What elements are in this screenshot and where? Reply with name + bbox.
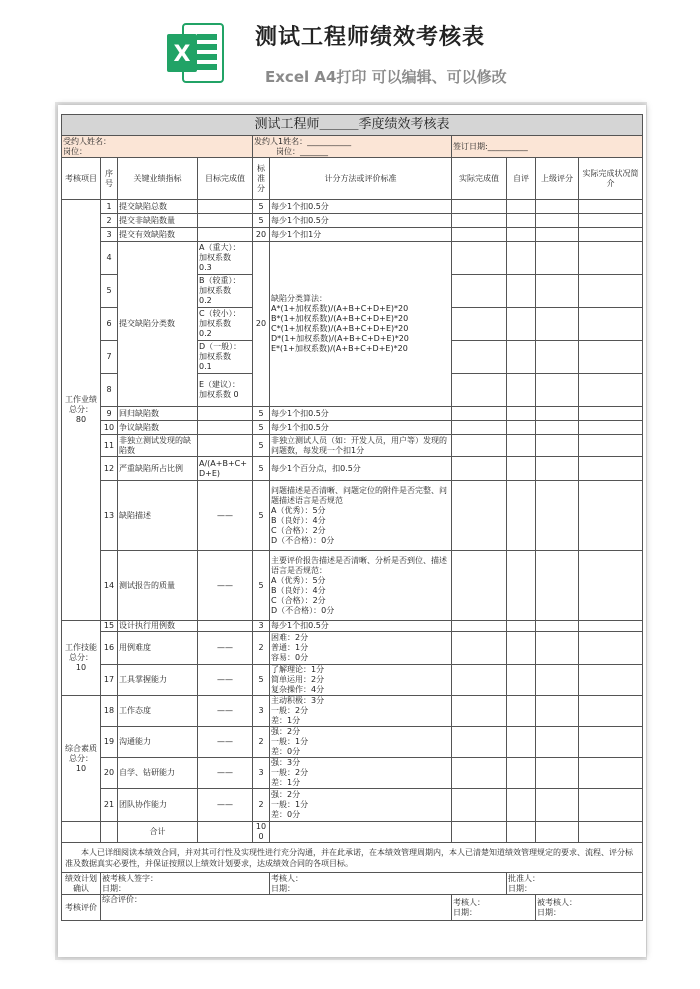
col-header-superior: 上级评分 — [536, 158, 579, 200]
target-value[interactable] — [198, 228, 253, 242]
standard-score: 5 — [253, 457, 270, 481]
scoring-method: 每少1个扣0.5分 — [270, 621, 452, 632]
self-score-cell[interactable] — [507, 228, 536, 242]
standard-score: 3 — [253, 758, 270, 789]
actual-value-cell[interactable] — [452, 242, 507, 275]
kpi-name: 提交有效缺陷数 — [118, 228, 198, 242]
table-row — [62, 632, 643, 665]
status-cell[interactable] — [579, 696, 643, 727]
kpi-name: 非独立测试发现的缺陷数 — [118, 435, 198, 457]
actual-value-cell[interactable] — [452, 228, 507, 242]
table-row — [62, 665, 643, 696]
standard-score: 3 — [253, 621, 270, 632]
status-cell[interactable] — [579, 407, 643, 421]
col-header-actual: 实际完成值 — [452, 158, 507, 200]
kpi-name: 缺陷描述 — [118, 481, 198, 551]
evaluation-label: 考核评价 — [62, 895, 101, 921]
kpi-name: 提交缺陷分类数 — [118, 242, 198, 407]
row-number: 12 — [101, 457, 118, 481]
superior-score-cell[interactable] — [536, 200, 579, 214]
scoring-method: 问题描述是否清晰、问题定位的附件是否完整、问题描述语言是否规范 A（优秀）：5分 B（良好）：4分 C（合格）：2分 D（不合格）：0分 — [270, 481, 452, 551]
evaluation-appraisee: 被考核人： 日期： — [536, 895, 643, 921]
superior-score-cell[interactable] — [536, 632, 579, 665]
excel-logo-icon — [165, 20, 225, 86]
actual-value-cell[interactable] — [452, 632, 507, 665]
document-page — [58, 105, 646, 957]
standard-score: 2 — [253, 632, 270, 665]
self-score-cell[interactable] — [507, 421, 536, 435]
target-value[interactable] — [198, 421, 253, 435]
superior-score-cell[interactable] — [536, 727, 579, 758]
actual-value-cell[interactable] — [452, 341, 507, 374]
standard-score: 5 — [253, 665, 270, 696]
self-score-cell[interactable] — [507, 727, 536, 758]
self-score-cell[interactable] — [507, 275, 536, 308]
sign-date: 签订日期:__________ — [452, 136, 643, 158]
actual-value-cell[interactable] — [452, 665, 507, 696]
row-number: 6 — [101, 308, 118, 341]
status-cell[interactable] — [579, 341, 643, 374]
scoring-method: 了解理论：1分 简单运用：2分 复杂操作：4分 — [270, 665, 452, 696]
row-number: 21 — [101, 789, 118, 822]
evaluation-comment[interactable]: 综合评价： — [101, 895, 452, 921]
target-value[interactable]: A（重大）： 加权系数 0.3 — [198, 242, 253, 275]
standard-score: 5 — [253, 214, 270, 228]
table-row — [62, 457, 643, 481]
standard-score: 5 — [253, 200, 270, 214]
actual-value-cell[interactable] — [452, 621, 507, 632]
actual-value-cell[interactable] — [452, 200, 507, 214]
self-score-cell[interactable] — [507, 308, 536, 341]
status-cell[interactable] — [579, 665, 643, 696]
target-value[interactable] — [198, 407, 253, 421]
status-cell[interactable] — [579, 789, 643, 822]
self-score-cell[interactable] — [507, 435, 536, 457]
target-value[interactable]: B（较重）： 加权系数 0.2 — [198, 275, 253, 308]
evaluation-appraiser: 考核人： 日期： — [452, 895, 536, 921]
row-number: 19 — [101, 727, 118, 758]
target-value[interactable]: —— — [198, 696, 253, 727]
kpi-name: 回归缺陷数 — [118, 407, 198, 421]
target-value[interactable]: —— — [198, 551, 253, 621]
standard-score: 2 — [253, 789, 270, 822]
scoring-method: 每少1个扣0.5分 — [270, 421, 452, 435]
table-row — [62, 621, 643, 632]
kpi-name: 争议缺陷数 — [118, 421, 198, 435]
self-score-cell[interactable] — [507, 481, 536, 551]
actual-value-cell[interactable] — [452, 435, 507, 457]
self-score-cell[interactable] — [507, 758, 536, 789]
status-cell[interactable] — [579, 457, 643, 481]
row-number: 8 — [101, 374, 118, 407]
col-header-status: 实际完成状况简介 — [579, 158, 643, 200]
svg-text:X: X — [173, 42, 191, 67]
superior-score-cell[interactable] — [536, 621, 579, 632]
confirm-approver: 批准人： 日期： — [507, 873, 643, 895]
target-value[interactable] — [198, 200, 253, 214]
status-cell[interactable] — [579, 421, 643, 435]
status-cell[interactable] — [579, 242, 643, 275]
page-header — [0, 0, 700, 100]
row-number: 17 — [101, 665, 118, 696]
self-score-cell[interactable] — [507, 407, 536, 421]
self-score-cell[interactable] — [507, 374, 536, 407]
row-number: 5 — [101, 275, 118, 308]
table-row — [62, 727, 643, 758]
superior-score-cell[interactable] — [536, 374, 579, 407]
scoring-method: 主要评价报告描述是否清晰、分析是否到位、描述语言是否规范： A（优秀）：5分 B（良好）：4分 C（合格）：2分 D（不合格）：0分 — [270, 551, 452, 621]
superior-score-cell[interactable] — [536, 457, 579, 481]
row-number: 20 — [101, 758, 118, 789]
table-row — [62, 435, 643, 457]
kpi-name: 严重缺陷所占比例 — [118, 457, 198, 481]
superior-score-cell[interactable] — [536, 228, 579, 242]
target-value[interactable]: D（一般）： 加权系数 0.1 — [198, 341, 253, 374]
table-row — [62, 421, 643, 435]
actual-value-cell[interactable] — [452, 727, 507, 758]
page-title: 测试工程师绩效考核表 — [255, 25, 486, 50]
appraiser-info: 发约人1姓名：___________ 岗位：_______ — [253, 136, 452, 158]
kpi-name: 提交非缺陷数量 — [118, 214, 198, 228]
scoring-method: 缺陷分类算法： A*(1+加权系数)/(A+B+C+D+E)*20 B*(1+加权系数)/(A+B+C+D+E)*20 C*(1+加权系数)/(A+B+C+D+E)*20 D*(1+加权系数)/(A+B+C+D+E)*20 E*(1+加权系数)/(A+B+C+D+E)*20 — [270, 242, 452, 407]
standard-score: 5 — [253, 551, 270, 621]
self-score-cell[interactable] — [507, 457, 536, 481]
status-cell[interactable] — [579, 551, 643, 621]
self-score-cell[interactable] — [507, 214, 536, 228]
appraisee-sign: 被考核人签字： 日期： — [101, 873, 270, 895]
total-label: 合计 — [118, 822, 198, 843]
standard-score: 5 — [253, 407, 270, 421]
actual-value-cell[interactable] — [452, 374, 507, 407]
target-value[interactable]: —— — [198, 632, 253, 665]
total-value: 100 — [253, 822, 270, 843]
self-score-cell[interactable] — [507, 665, 536, 696]
actual-value-cell[interactable] — [452, 407, 507, 421]
col-header-no: 序号 — [101, 158, 118, 200]
self-score-cell[interactable] — [507, 341, 536, 374]
self-score-cell[interactable] — [507, 696, 536, 727]
kpi-name: 设计执行用例数 — [118, 621, 198, 632]
row-number: 3 — [101, 228, 118, 242]
table-row — [62, 696, 643, 727]
superior-score-cell[interactable] — [536, 341, 579, 374]
kpi-name: 工作态度 — [118, 696, 198, 727]
table-row — [62, 242, 643, 275]
confirm-label: 绩效计划确认 — [62, 873, 101, 895]
kpi-name: 沟通能力 — [118, 727, 198, 758]
row-number: 11 — [101, 435, 118, 457]
confirm-appraiser: 考核人： 日期： — [270, 873, 507, 895]
superior-score-cell[interactable] — [536, 665, 579, 696]
self-score-cell[interactable] — [507, 551, 536, 621]
actual-value-cell[interactable] — [452, 308, 507, 341]
kpi-name: 提交缺陷总数 — [118, 200, 198, 214]
row-number: 9 — [101, 407, 118, 421]
row-number: 10 — [101, 421, 118, 435]
col-header-method: 计分方法或评价标准 — [270, 158, 452, 200]
table-row — [62, 758, 643, 789]
kpi-name: 团队协作能力 — [118, 789, 198, 822]
status-cell[interactable] — [579, 214, 643, 228]
superior-score-cell[interactable] — [536, 696, 579, 727]
row-number: 4 — [101, 242, 118, 275]
col-header-self: 自评 — [507, 158, 536, 200]
col-header-category: 考核项目 — [62, 158, 101, 200]
row-number: 2 — [101, 214, 118, 228]
status-cell[interactable] — [579, 481, 643, 551]
superior-score-cell[interactable] — [536, 214, 579, 228]
scoring-method: 每少1个扣0.5分 — [270, 200, 452, 214]
status-cell[interactable] — [579, 632, 643, 665]
status-cell[interactable] — [579, 727, 643, 758]
actual-value-cell[interactable] — [452, 789, 507, 822]
row-number: 15 — [101, 621, 118, 632]
target-value[interactable]: C（较小）： 加权系数 0.2 — [198, 308, 253, 341]
appraisal-table — [61, 114, 643, 921]
self-score-cell[interactable] — [507, 632, 536, 665]
kpi-name: 自学、钻研能力 — [118, 758, 198, 789]
table-row — [62, 481, 643, 551]
target-value[interactable]: —— — [198, 481, 253, 551]
actual-value-cell[interactable] — [452, 551, 507, 621]
table-row — [62, 214, 643, 228]
scoring-method: 强：3分 一般：2分 差：1分 — [270, 758, 452, 789]
table-row — [62, 407, 643, 421]
standard-score: 5 — [253, 421, 270, 435]
scoring-method: 非独立测试人员（如：开发人员，用户等）发现的问题数，每发现一个扣1分 — [270, 435, 452, 457]
row-number: 18 — [101, 696, 118, 727]
group-label-skills: 工作技能 总分： 10 — [62, 621, 101, 696]
table-row — [62, 551, 643, 621]
standard-score: 5 — [253, 481, 270, 551]
group-label-performance: 工作业绩 总分： 80 — [62, 200, 101, 621]
target-value[interactable]: —— — [198, 665, 253, 696]
scoring-method: 每少1个扣1分 — [270, 228, 452, 242]
actual-value-cell[interactable] — [452, 275, 507, 308]
actual-value-cell[interactable] — [452, 457, 507, 481]
actual-value-cell[interactable] — [452, 214, 507, 228]
target-value[interactable]: —— — [198, 727, 253, 758]
appraisal-form — [61, 114, 642, 921]
table-row — [62, 228, 643, 242]
superior-score-cell[interactable] — [536, 275, 579, 308]
status-cell[interactable] — [579, 374, 643, 407]
superior-score-cell[interactable] — [536, 407, 579, 421]
self-score-cell[interactable] — [507, 789, 536, 822]
actual-value-cell[interactable] — [452, 696, 507, 727]
target-value[interactable]: —— — [198, 789, 253, 822]
appraisee-info: 受约人姓名： 岗位： — [62, 136, 253, 158]
status-cell[interactable] — [579, 758, 643, 789]
status-cell[interactable] — [579, 228, 643, 242]
target-value[interactable] — [198, 621, 253, 632]
commitment-text: 本人已详细阅读本绩效合同，并对其可行性及实现性进行充分沟通，并在此承诺，在本绩效管理周期内，本人已清楚知道绩效管理规定的要求、流程、评分标准及数据真实必要性，并保证按照以上绩效计划要求，达成绩效合同的各项目标。 — [62, 843, 643, 873]
self-score-cell[interactable] — [507, 200, 536, 214]
target-value[interactable]: E（建议）： 加权系数 0 — [198, 374, 253, 407]
standard-score: 2 — [253, 727, 270, 758]
status-cell[interactable] — [579, 200, 643, 214]
standard-score: 5 — [253, 435, 270, 457]
superior-score-cell[interactable] — [536, 435, 579, 457]
col-header-target: 目标完成值 — [198, 158, 253, 200]
form-title: 测试工程师＿＿＿季度绩效考核表 — [62, 115, 643, 136]
col-header-kpi: 关键业绩指标 — [118, 158, 198, 200]
row-number: 1 — [101, 200, 118, 214]
kpi-name: 测试报告的质量 — [118, 551, 198, 621]
actual-value-cell[interactable] — [452, 481, 507, 551]
self-score-cell[interactable] — [507, 621, 536, 632]
superior-score-cell[interactable] — [536, 421, 579, 435]
scoring-method: 强：2分 一般：1分 差：0分 — [270, 789, 452, 822]
status-cell[interactable] — [579, 308, 643, 341]
superior-score-cell[interactable] — [536, 789, 579, 822]
page-subtitle: Excel A4打印 可以编辑、可以修改 — [265, 68, 507, 86]
standard-score: 20 — [253, 242, 270, 407]
status-cell[interactable] — [579, 435, 643, 457]
actual-value-cell[interactable] — [452, 421, 507, 435]
superior-score-cell[interactable] — [536, 551, 579, 621]
self-score-cell[interactable] — [507, 242, 536, 275]
target-value[interactable] — [198, 435, 253, 457]
status-cell[interactable] — [579, 275, 643, 308]
row-number: 16 — [101, 632, 118, 665]
standard-score: 3 — [253, 696, 270, 727]
scoring-method: 每少1个百分点，扣0.5分 — [270, 457, 452, 481]
superior-score-cell[interactable] — [536, 242, 579, 275]
actual-value-cell[interactable] — [452, 758, 507, 789]
status-cell[interactable] — [579, 621, 643, 632]
superior-score-cell[interactable] — [536, 758, 579, 789]
table-row — [62, 200, 643, 214]
kpi-name: 用例难度 — [118, 632, 198, 665]
scoring-method: 强：2分 一般：1分 差：0分 — [270, 727, 452, 758]
row-number: 13 — [101, 481, 118, 551]
scoring-method: 主动积极：3分 一般：2分 差：1分 — [270, 696, 452, 727]
target-value[interactable]: A/(A+B+C+D+E) — [198, 457, 253, 481]
scoring-method: 每少1个扣0.5分 — [270, 407, 452, 421]
row-number: 7 — [101, 341, 118, 374]
target-value[interactable] — [198, 214, 253, 228]
target-value[interactable]: —— — [198, 758, 253, 789]
superior-score-cell[interactable] — [536, 308, 579, 341]
group-label-quality: 综合素质 总分： 10 — [62, 696, 101, 822]
kpi-name: 工具掌握能力 — [118, 665, 198, 696]
table-row — [62, 789, 643, 822]
row-number: 14 — [101, 551, 118, 621]
standard-score: 20 — [253, 228, 270, 242]
scoring-method: 每少1个扣0.5分 — [270, 214, 452, 228]
scoring-method: 困难：2分 普通：1分 容易：0分 — [270, 632, 452, 665]
col-header-score: 标准分 — [253, 158, 270, 200]
superior-score-cell[interactable] — [536, 481, 579, 551]
